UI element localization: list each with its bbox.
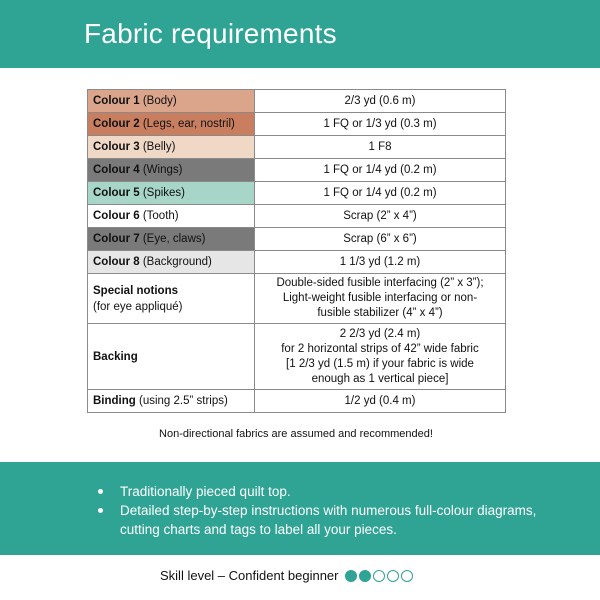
- row-label-colour-4: Colour 4 (Wings): [88, 159, 255, 182]
- table-row: [88, 90, 506, 113]
- skill-level-indicator: [345, 570, 413, 582]
- bullet-icon: [98, 489, 103, 494]
- empty-circle-icon: [401, 570, 413, 582]
- row-value-colour-7: Scrap (6” x 6”): [255, 228, 506, 251]
- table-row: [88, 228, 506, 251]
- row-label-colour-1: Colour 1 (Body): [88, 90, 255, 113]
- table-row: [88, 274, 506, 324]
- table-row: [88, 159, 506, 182]
- row-value-colour-3: 1 F8: [255, 136, 506, 159]
- row-value-colour-2: 1 FQ or 1/3 yd (0.3 m): [255, 113, 506, 136]
- list-item: Detailed step-by-step instructions with numerous full-colour diagrams, cutting charts and tags to label all your pieces.: [98, 501, 538, 539]
- table-row: [88, 182, 506, 205]
- features-list: [98, 482, 538, 539]
- row-label-backing: Backing: [88, 324, 255, 390]
- row-label-colour-2: Colour 2 (Legs, ear, nostril): [88, 113, 255, 136]
- row-value-binding: 1/2 yd (0.4 m): [255, 390, 506, 413]
- table-row: [88, 205, 506, 228]
- bullet-icon: [98, 508, 103, 513]
- table-row: [88, 324, 506, 390]
- fabric-requirements-table: [87, 89, 506, 413]
- row-value-colour-4: 1 FQ or 1/4 yd (0.2 m): [255, 159, 506, 182]
- empty-circle-icon: [387, 570, 399, 582]
- list-item: Traditionally pieced quilt top.: [98, 482, 538, 501]
- row-value-colour-8: 1 1/3 yd (1.2 m): [255, 251, 506, 274]
- row-value-colour-6: Scrap (2” x 4”): [255, 205, 506, 228]
- row-label-colour-6: Colour 6 (Tooth): [88, 205, 255, 228]
- table-row: [88, 136, 506, 159]
- table-row: [88, 251, 506, 274]
- skill-level: [160, 568, 413, 583]
- header-banner: [0, 0, 600, 68]
- filled-circle-icon: [345, 570, 357, 582]
- row-label-colour-7: Colour 7 (Eye, claws): [88, 228, 255, 251]
- row-label-binding: Binding (using 2.5” strips): [88, 390, 255, 413]
- row-value-special-notions: Double-sided fusible interfacing (2” x 3”); Light-weight fusible interfacing or non- fusible stabilizer (4” x 4”): [255, 274, 506, 324]
- filled-circle-icon: [359, 570, 371, 582]
- table-row: [88, 390, 506, 413]
- empty-circle-icon: [373, 570, 385, 582]
- row-value-colour-5: 1 FQ or 1/4 yd (0.2 m): [255, 182, 506, 205]
- row-label-colour-5: Colour 5 (Spikes): [88, 182, 255, 205]
- row-label-colour-8: Colour 8 (Background): [88, 251, 255, 274]
- skill-level-label: Skill level – Confident beginner: [160, 568, 339, 583]
- fabric-note: Non-directional fabrics are assumed and recommended!: [159, 428, 433, 440]
- page-title: Fabric requirements: [84, 18, 337, 49]
- row-label-colour-3: Colour 3 (Belly): [88, 136, 255, 159]
- row-value-colour-1: 2/3 yd (0.6 m): [255, 90, 506, 113]
- features-band: [0, 462, 600, 555]
- table-row: [88, 113, 506, 136]
- row-label-special-notions: Special notions (for eye appliqué): [88, 274, 255, 324]
- row-value-backing: 2 2/3 yd (2.4 m) for 2 horizontal strips of 42” wide fabric [1 2/3 yd (1.5 m) if your fabric is wide enough as 1 vertical piece]: [255, 324, 506, 390]
